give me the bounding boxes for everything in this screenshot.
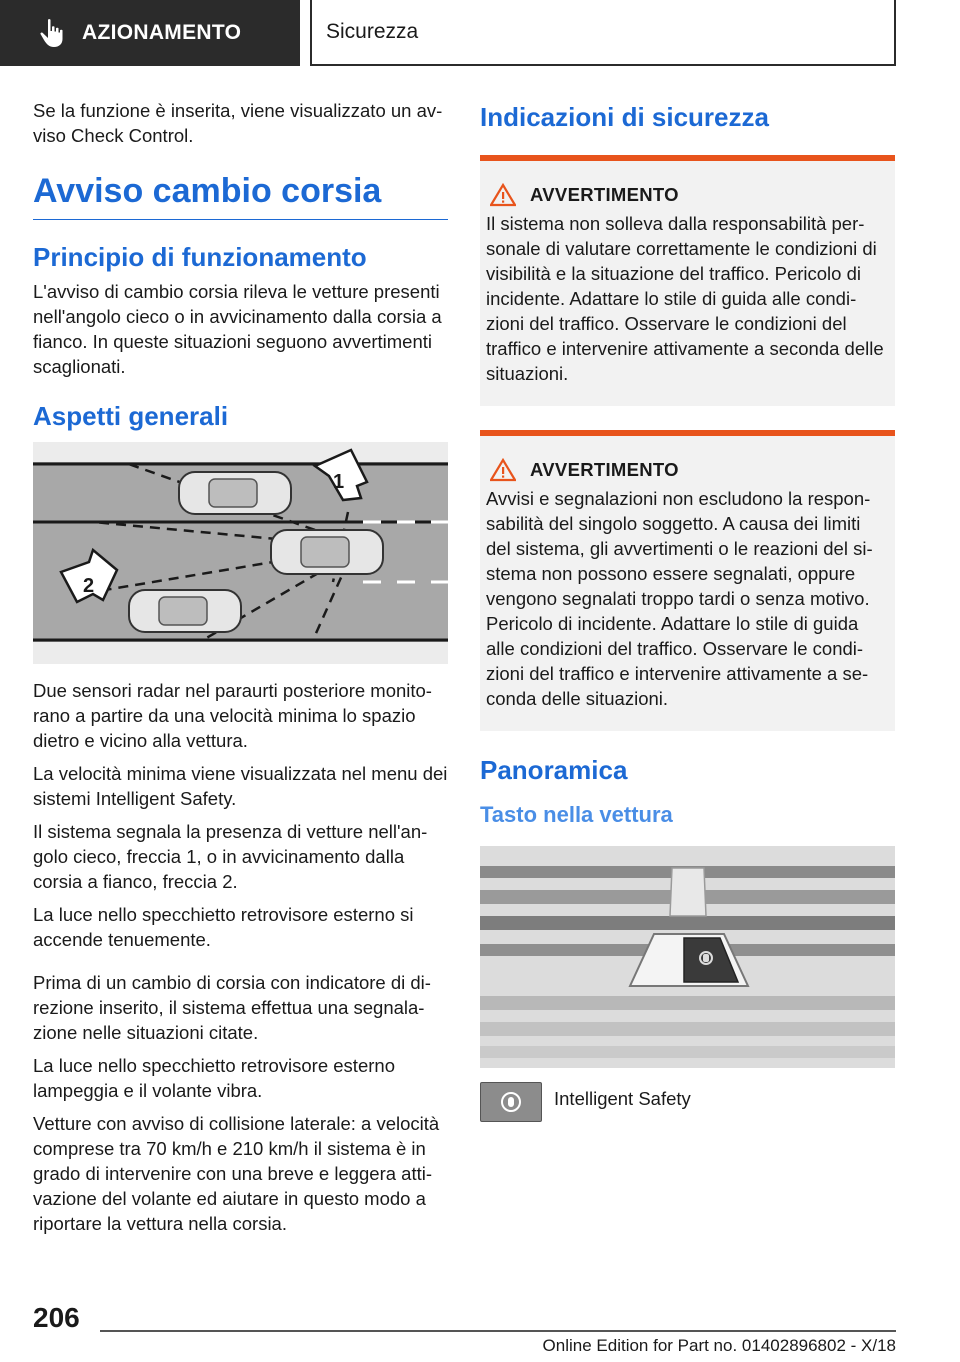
page-number: 206	[33, 1302, 80, 1333]
intelligent-safety-row	[480, 1082, 895, 1122]
signal-text-2: La luce nello specchietto retrovisore esterno lampeggia e il volante vibra.	[33, 1055, 395, 1101]
principle-text: L'avviso di cambio corsia rileva le vetture presenti nell'angolo cieco o in avvicinamento dalla corsia a fianco. In queste situazioni seguono avvertimenti scaglionati.	[33, 281, 442, 377]
warning-box-2	[480, 430, 895, 731]
general-text-3: Il sistema segnala la presenza di vetture nell'an-golo cieco, freccia 1, o in avvicinamento dalla corsia a fianco, freccia 2.	[33, 821, 428, 892]
intelligent-safety-label: Intelligent Safety	[554, 1088, 691, 1109]
general-text-4: La luce nello specchietto retrovisore esterno si accende tenuemente.	[33, 904, 414, 950]
chapter-tab	[0, 0, 300, 66]
intelligent-safety-icon	[500, 1090, 522, 1114]
arrow-1-label: 1	[333, 471, 345, 493]
overview-heading: Panoramica	[480, 755, 628, 785]
general-paragraphs	[33, 678, 448, 952]
button-photo	[480, 846, 895, 1068]
general-text-1: Due sensori radar nel paraurti posteriore monito-rano a partire da una velocità minima lo spazio dietro e vicino alla vettura.	[33, 680, 432, 751]
car-rear-left	[129, 590, 241, 632]
page-title: Avviso cambio corsia	[33, 172, 448, 220]
warning-title-2: AVVERTIMENTO	[530, 459, 679, 480]
section-tab	[310, 0, 896, 66]
right-column	[480, 98, 895, 1122]
car-own	[271, 530, 383, 574]
lane-change-diagram	[33, 442, 448, 664]
car-front-left	[179, 472, 291, 514]
principle-heading: Principio di funzionamento	[33, 242, 367, 272]
chapter-title: AZIONAMENTO	[82, 21, 242, 44]
warning-triangle-icon	[490, 458, 516, 482]
intelligent-safety-button[interactable]	[480, 1082, 542, 1122]
arrow-2-label: 2	[83, 575, 95, 597]
signal-text-1: Prima di un cambio di corsia con indicatore di di-rezione inserito, il sistema effettua una segnala-zione nelle situazioni citate.	[33, 972, 431, 1043]
general-text-2: La velocità minima viene visualizzata nel menu dei sistemi Intelligent Safety.	[33, 763, 448, 809]
signal-text-3: Vetture con avviso di collisione laterale: a velocità comprese tra 70 km/h e 210 km/h il sistema è in grado di intervenire con una breve e leggera atti-vazione del volante ed aiutare in questo modo a riportare la vettura nella corsia.	[33, 1113, 440, 1234]
warning-text-1: Il sistema non solleva dalla responsabilità per-sonale di valutare correttamente le condizioni di visibilità e la situazione del traffico. Pericolo di incidente. Adattare lo stile di guida alle condi-zioni del traffico. Osservare le condizioni del traffico e intervenire attivamente a seconda delle situazioni.	[486, 213, 884, 384]
safety-heading: Indicazioni di sicurezza	[480, 102, 769, 132]
warning-text-2: Avvisi e segnalazioni non escludono la respon-sabilità del singolo soggetto. A causa dei limiti del sistema, gli avvertimenti o le reazioni del si-stema non possono essere segnalati, oppure vengono segnalati troppo tardi o senza motivo. Pericolo di incidente. Adattare lo stile di guida alle condizioni del traffico. Osservare le condi-zioni del traffico e intervenire attivamente a se-conda delle situazioni.	[486, 488, 873, 709]
intro-text: Se la funzione è inserita, viene visualizzato un av-viso Check Control.	[33, 100, 443, 146]
general-heading: Aspetti generali	[33, 401, 229, 431]
left-column	[33, 98, 448, 1244]
signal-paragraphs	[33, 970, 448, 1236]
hand-pointer-icon	[32, 13, 72, 53]
section-title: Sicurezza	[326, 20, 419, 43]
warning-title-1: AVVERTIMENTO	[530, 184, 679, 205]
footer-edition: Online Edition for Part no. 01402896802 - X/18	[542, 1336, 896, 1355]
warning-box-1	[480, 155, 895, 406]
button-heading: Tasto nella vettura	[480, 802, 673, 827]
warning-triangle-icon	[490, 183, 516, 207]
footer-divider	[100, 1330, 896, 1332]
